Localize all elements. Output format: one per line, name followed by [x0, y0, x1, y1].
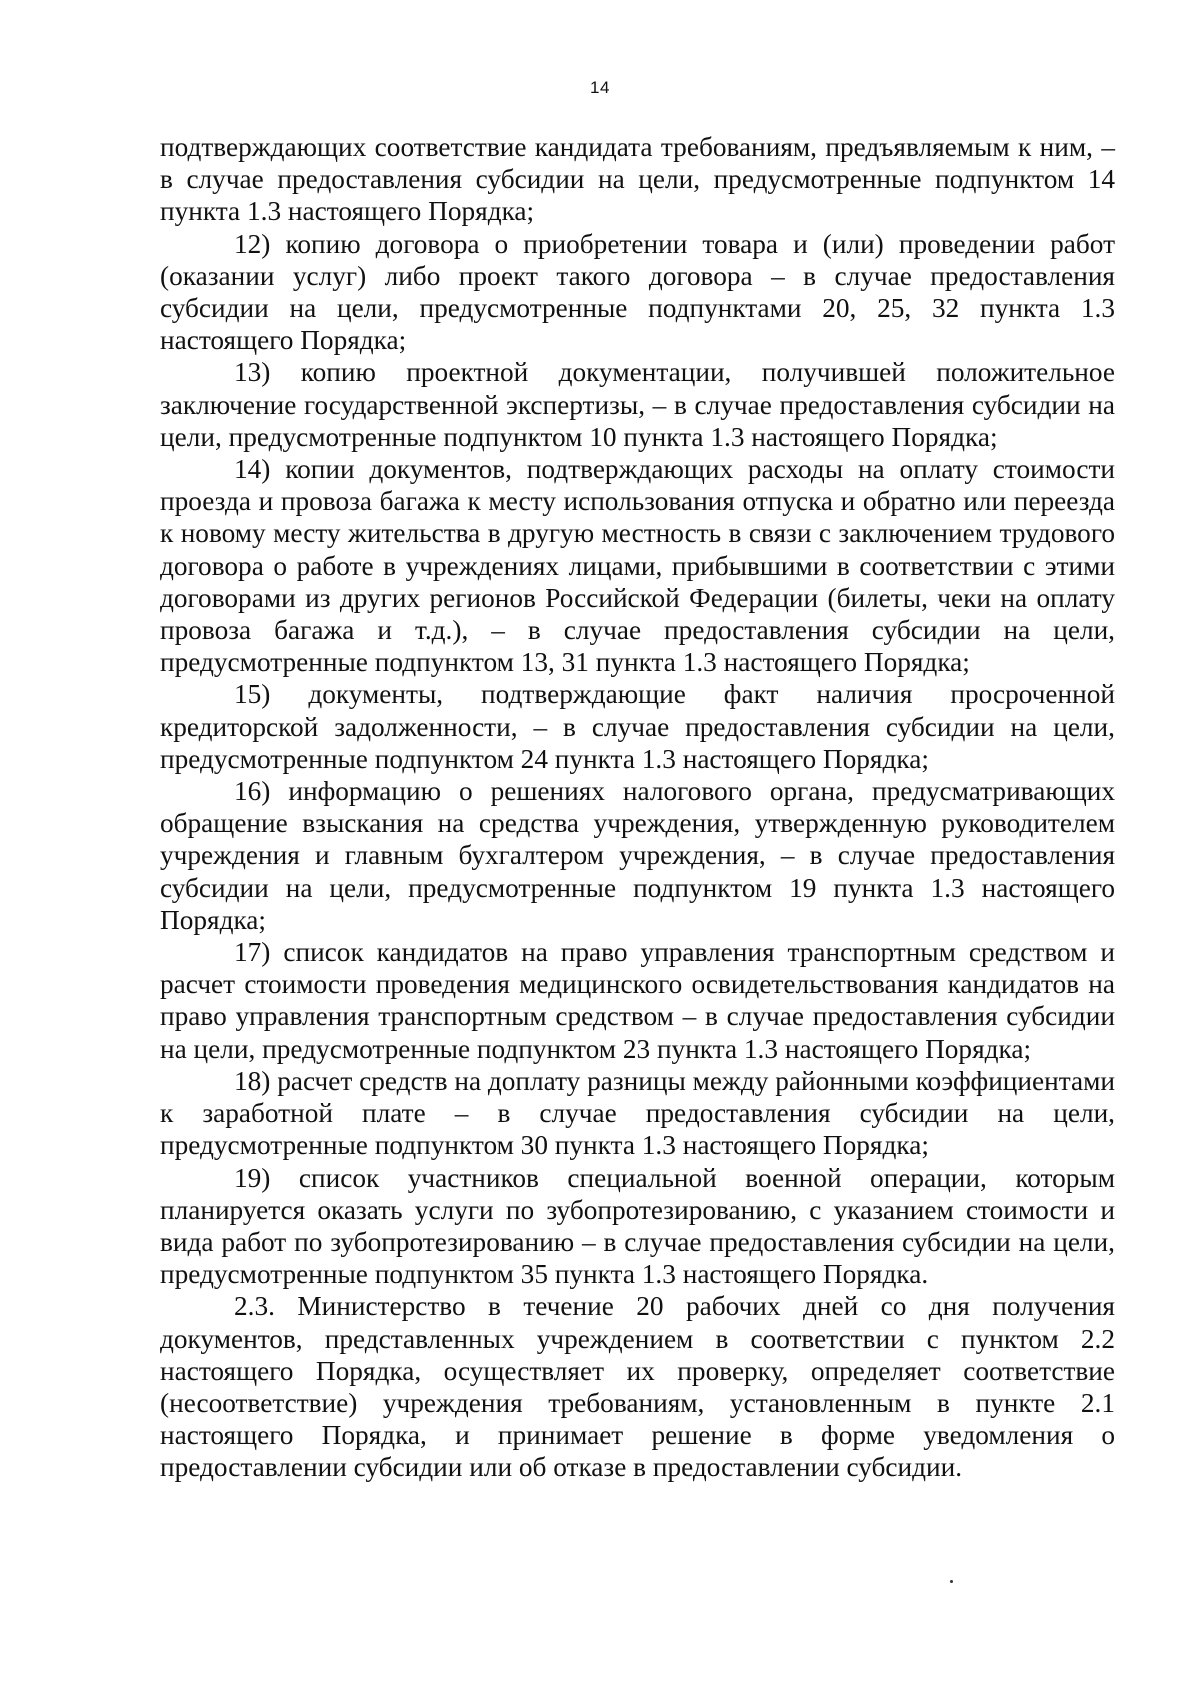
paragraph-item-15: 15) документы, подтверждающие факт наличия просроченной кредиторской задолженности, – в случае предоставления субсидии на цели, предусмотренные подпунктом 24 пункта 1.3 настоящего Порядка; [160, 679, 1115, 774]
paragraph-item-17: 17) список кандидатов на право управления транспортным средством и расчет стоимости проведения медицинского освидетельствования кандидатов на право управления транспортным средством – в случае предоставления субсидии на цели, предусмотренные подпунктом 23 пункта 1.3 настоящего Порядка; [160, 937, 1115, 1064]
page-number: 14 [590, 78, 610, 97]
paragraph-item-13: 13) копию проектной документации, получившей положительное заключение государственной экспертизы, – в случае предоставления субсидии на цели, предусмотренные подпунктом 10 пункта 1.3 настоящего Порядка; [160, 357, 1115, 452]
paragraph-continuation: подтверждающих соответствие кандидата требованиям, предъявляемым к ним, – в случае предоставления субсидии на цели, предусмотренные подпунктом 14 пункта 1.3 настоящего Порядка; [160, 132, 1115, 227]
paragraph-item-18: 18) расчет средств на доплату разницы между районными коэффициентами к заработной плате – в случае предоставления субсидии на цели, предусмотренные подпунктом 30 пункта 1.3 настоящего Порядка; [160, 1065, 1115, 1161]
scan-speck [950, 1580, 953, 1583]
paragraph-section-2-3: 2.3. Министерство в течение 20 рабочих дней со дня получения документов, представленных учреждением в соответствии с пунктом 2.2 настоящего Порядка, осуществляет их проверку, определяет соответствие (несоответствие) учреждения требованиям, установленным в пункте 2.1 настоящего Порядка, и принимает решение в форме уведомления о предоставлении субсидии или об отказе в предоставлении субсидии. [160, 1291, 1115, 1483]
paragraph-item-16: 16) информацию о решениях налогового органа, предусматривающих обращение взыскания на средства учреждения, утвержденную руководителем учреждения и главным бухгалтером учреждения, – в случае предоставления субсидии на цели, предусмотренные подпунктом 19 пункта 1.3 настоящего Порядка; [160, 776, 1115, 935]
document-body [160, 131, 1115, 1484]
paragraph-item-19: 19) список участников специальной военной операции, которым планируется оказать услуги по зубопротезированию, с указанием стоимости и вида работ по зубопротезированию – в случае предоставления субсидии на цели, предусмотренные подпунктом 35 пункта 1.3 настоящего Порядка. [160, 1162, 1115, 1290]
paragraph-item-12: 12) копию договора о приобретении товара и (или) проведении работ (оказании услуг) либо проект такого договора – в случае предоставления субсидии на цели, предусмотренные подпунктами 20, 25, 32 пункта 1.3 настоящего Порядка; [160, 228, 1115, 356]
paragraph-item-14: 14) копии документов, подтверждающих расходы на оплату стоимости проезда и провоза багажа к месту использования отпуска и обратно или переезда к новому месту жительства в другую местность в связи с заключением трудового договора о работе в учреждениях лицами, прибывшими в соответствии с этими договорами из других регионов Российской Федерации (билеты, чеки на оплату провоза багажа и т.д.), – в случае предоставления субсидии на цели, предусмотренные подпунктом 13, 31 пункта 1.3 настоящего Порядка; [160, 454, 1115, 678]
